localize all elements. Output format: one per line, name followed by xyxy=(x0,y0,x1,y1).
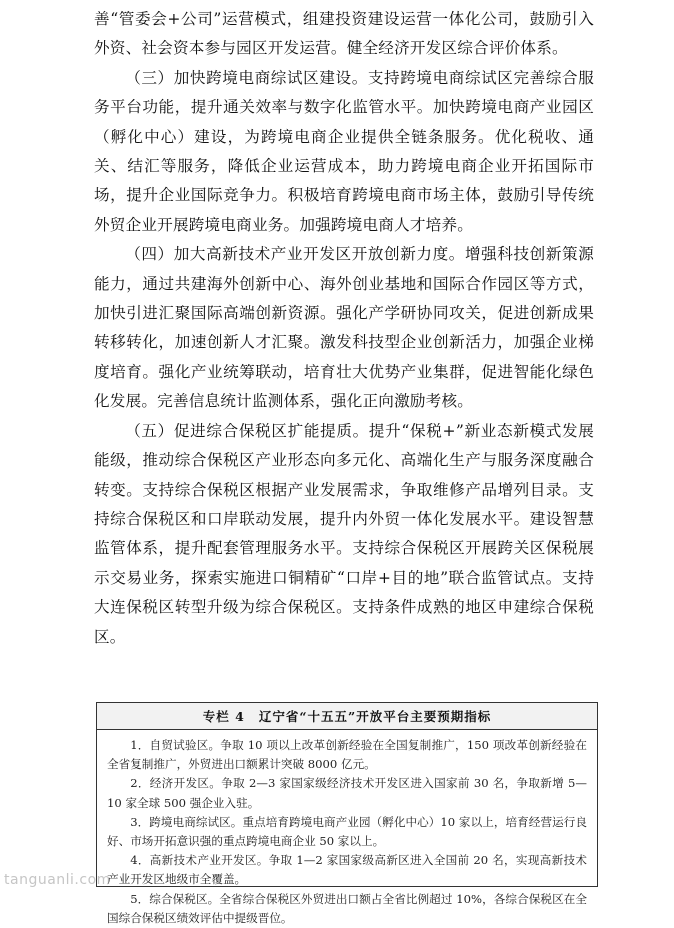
watermark: tanguanli.com xyxy=(4,872,111,888)
paragraph-cross-border-ecommerce: （三）加快跨境电商综试区建设。支持跨境电商综试区完善综合服务平台功能，提升通关效率与数字化监管水平。加快跨境电商产业园区（孵化中心）建设，为跨境电商企业提供全链条服务。优化税收、通关、结汇等服务，降低企业运营成本，助力跨境电商企业开拓国际市场，提升企业国际竞争力。积极培育跨境电商市场主体，鼓励引导传统外贸企业开展跨境电商业务。加强跨境电商人才培养。 xyxy=(94,68,594,234)
paragraph-bonded-zones: （五）促进综合保税区扩能提质。提升“保税+”新业态新模式发展能级，推动综合保税区产业形态向多元化、高端化生产与服务深度融合转变。支持综合保税区根据产业发展需求，争取维修产品增列目录。支持综合保税区和口岸联动发展，提升内外贸一体化发展水平。建设智慧监管体系，提升配套管理服务水平。支持综合保税区开展跨关区保税展示交易业务，探索实施进口铜精矿“口岸+目的地”联合监管试点。支持大连保税区转型升级为综合保税区。支持条件成熟的地区申建综合保税区。 xyxy=(94,421,594,646)
indicator-box-body xyxy=(97,730,597,928)
body-text xyxy=(94,5,594,652)
paragraph-continued: 善“管委会+公司”运营模式，组建投资建设运营一体化公司，鼓励引入外资、社会资本参与园区开发运营。健全经济开发区综合评价体系。 xyxy=(94,10,594,58)
indicator-box-header xyxy=(97,703,597,730)
indicator-item: 5．综合保税区。全省综合保税区外贸进出口额占全省比例超过 10%，各综合保税区在全国综合保税区绩效评估中提级晋位。 xyxy=(107,891,587,925)
box-label: 专栏 4 xyxy=(202,709,245,724)
indicator-item: 1．自贸试验区。争取 10 项以上改革创新经验在全国复制推广，150 项改革创新经验在全省复制推广，外贸进出口额累计突破 8000 亿元。 xyxy=(107,738,587,772)
indicator-item: 2．经济开发区。争取 2—3 家国家级经济技术开发区进入国家前 30 名，争取新增 5—10 家全球 500 强企业入驻。 xyxy=(107,776,587,810)
box-title: 辽宁省“十五五”开放平台主要预期指标 xyxy=(258,709,492,724)
indicator-item: 4．高新技术产业开发区。争取 1—2 家国家级高新区进入全国前 20 名，实现高新技术产业开发区地级市全覆盖。 xyxy=(107,853,587,887)
paragraph-high-tech-zones: （四）加大高新技术产业开发区开放创新力度。增强科技创新策源能力，通过共建海外创新中心、海外创业基地和国际合作园区等方式，加快引进汇聚国际高端创新资源。强化产学研协同攻关，促进创新成果转移转化，加速创新人才汇聚。激发科技型企业创新活力，加强企业梯度培育。强化产业统筹联动，培育壮大优势产业集群，促进智能化绿色化发展。完善信息统计监测体系，强化正向激励考核。 xyxy=(94,245,594,411)
indicator-item: 3．跨境电商综试区。重点培育跨境电商产业园（孵化中心）10 家以上，培育经营运行良好、市场开拓意识强的重点跨境电商企业 50 家以上。 xyxy=(107,814,587,849)
indicator-box xyxy=(96,702,598,925)
